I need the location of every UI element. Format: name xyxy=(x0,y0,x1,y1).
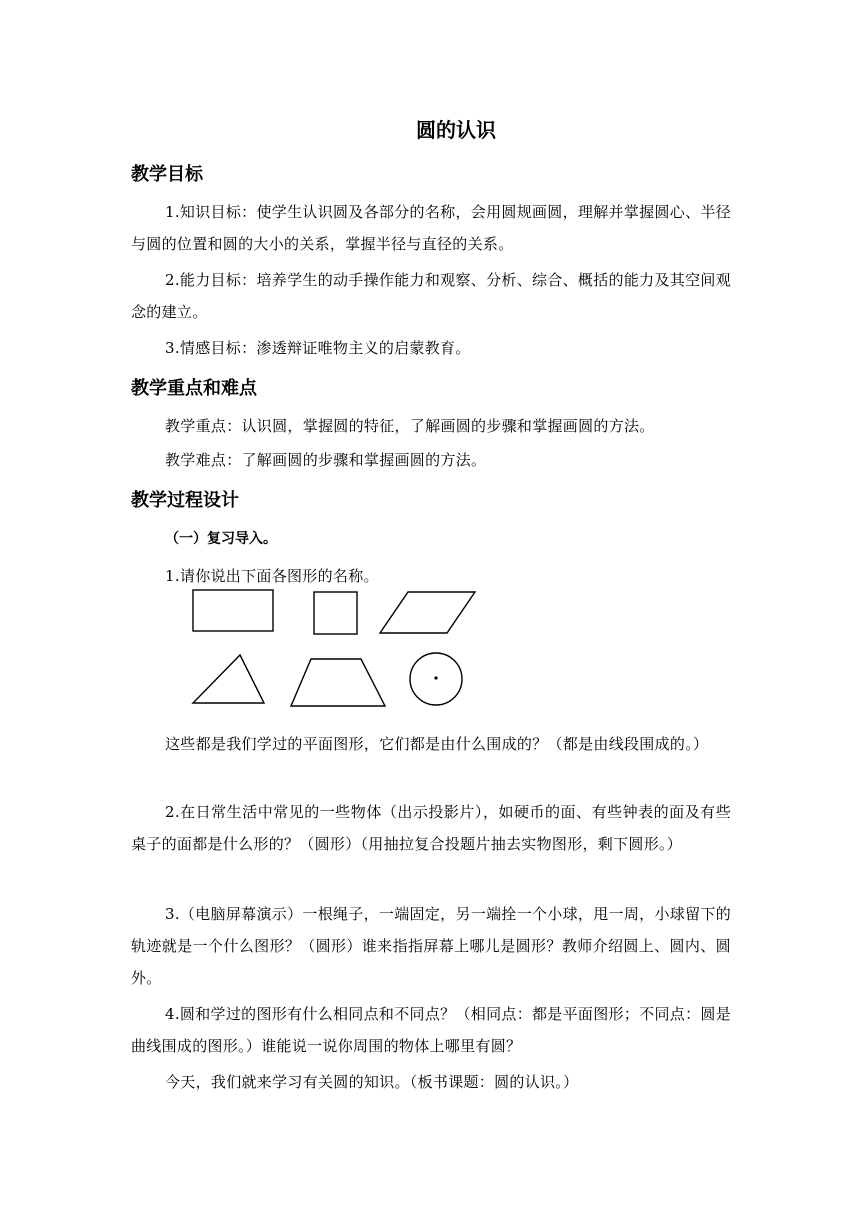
question-1: 1.请你说出下面各图形的名称。 xyxy=(165,567,379,585)
circle-center-dot xyxy=(434,676,437,679)
document-title: 圆的认识 xyxy=(416,118,496,142)
rectangle-shape xyxy=(193,590,273,631)
paragraph-today: 今天，我们就来学习有关圆的知识。（板书课题：圆的认识。） xyxy=(165,1073,579,1091)
objective-1: 1.知识目标：使学生认识圆及各部分的名称，会用圆规画圆，理解并掌握圆心、半径与圆的位置和圆的大小的关系，掌握半径与直径的关系。 xyxy=(131,203,731,253)
heading-key-points: 教学重点和难点 xyxy=(131,378,257,399)
paragraph-daily-objects: 2.在日常生活中常见的一些物体（出示投影片），如硬币的面、有些钟表的面及有些桌子的面都是什么形的？（圆形）（用抽拉复合投题片抽去实物图形，剩下圆形。） xyxy=(131,803,731,853)
paragraph-compare: 4.圆和学过的图形有什么相同点和不同点？（相同点：都是平面图形；不同点：圆是曲线围成的图形。）谁能说一说你周围的物体上哪里有圆？ xyxy=(131,1005,731,1055)
heading-process: 教学过程设计 xyxy=(131,490,239,511)
square-shape xyxy=(314,592,357,634)
objective-3: 3.情感目标：渗透辩证唯物主义的启蒙教育。 xyxy=(165,339,471,357)
paragraph-plane-figures: 这些都是我们学过的平面图形，它们都是由什么围成的？（都是由线段围成的。） xyxy=(165,735,709,753)
trapezoid-shape xyxy=(291,659,385,706)
parallelogram-shape xyxy=(380,592,475,633)
triangle-shape xyxy=(193,655,264,703)
objective-2: 2.能力目标：培养学生的动手操作能力和观察、分析、综合、概括的能力及其空间观念的建立。 xyxy=(131,271,731,321)
key-point: 教学重点：认识圆，掌握圆的特征，了解画圆的步骤和掌握画圆的方法。 xyxy=(165,417,655,435)
heading-objectives: 教学目标 xyxy=(131,164,203,185)
paragraph-rope-demo: 3.（电脑屏幕演示）一根绳子，一端固定，另一端拴一个小球，甩一周，小球留下的轨迹就是一个什么图形？（圆形）谁来指指屏幕上哪儿是圆形？教师介绍圆上、圆内、圆外。 xyxy=(131,905,731,987)
subheading-review: （一）复习导入。 xyxy=(165,531,277,547)
difficult-point: 教学难点：了解画圆的步骤和掌握画圆的方法。 xyxy=(165,451,487,469)
